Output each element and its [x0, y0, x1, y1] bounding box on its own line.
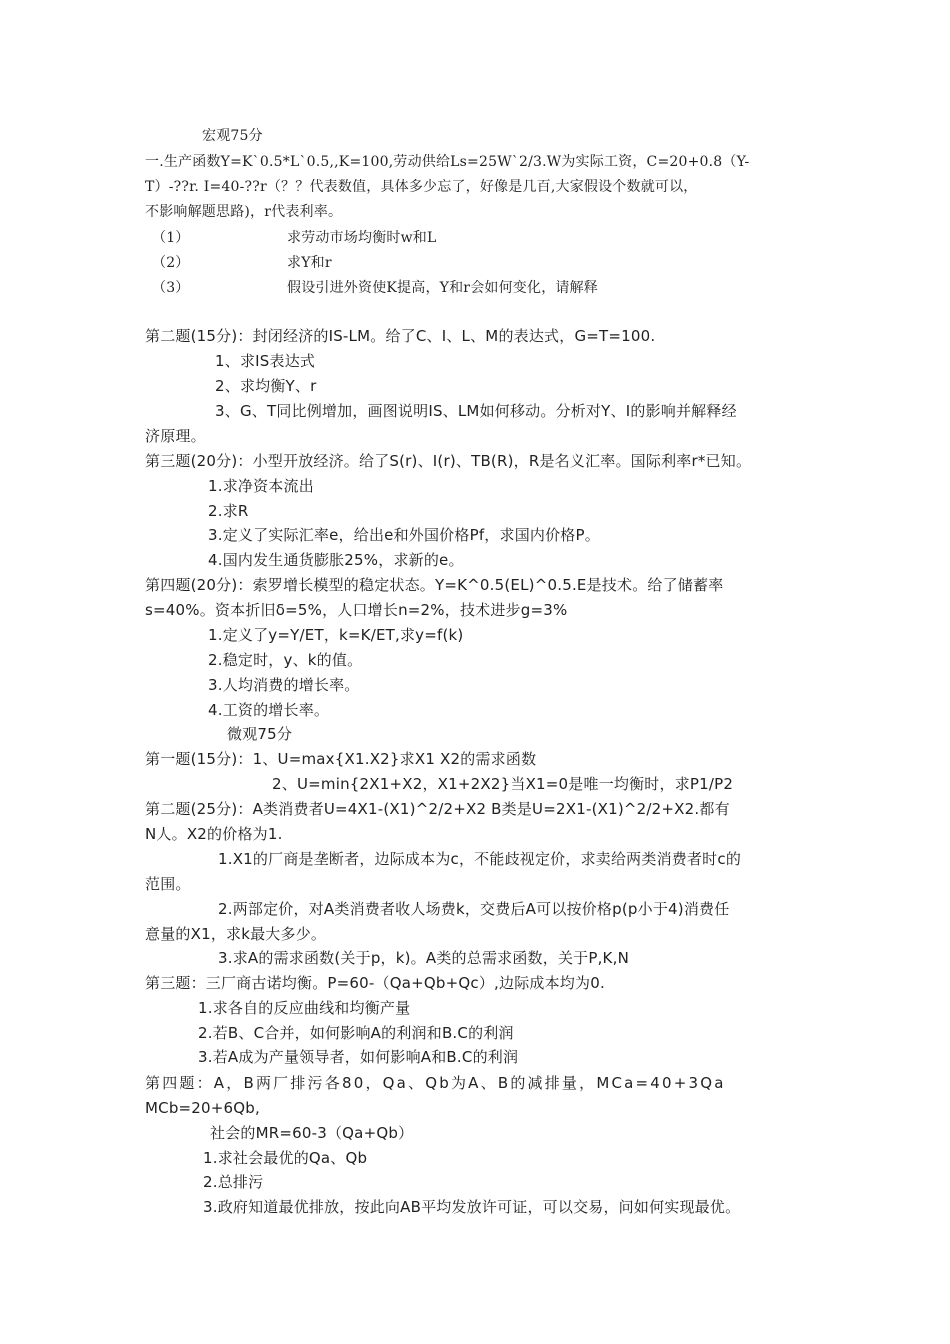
macro-q2-item: 1、求IS表达式 [215, 352, 316, 370]
macro-q4-item: 3.人均消费的增长率。 [208, 676, 360, 694]
micro-q2-item: 1.X1的厂商是垄断者，边际成本为c，不能歧视定价，求卖给两类消费者时c的 [218, 850, 742, 868]
macro-q1-line: 一.生产函数Y=K`0.5*L`0.5,,K=100,劳动供给Ls=25W`2/3.W为实际工资，C=20+0.8（Y- [145, 154, 750, 170]
micro-q1-line: 第一题(15分)：1、U=max{X1.X2}求X1 X2的需求函数 [145, 750, 537, 768]
macro-q4-item: 1.定义了y=Y/ET，k=K/ET,求y=f(k) [208, 626, 464, 644]
macro-q3-item: 2.求R [208, 502, 249, 520]
micro-section-title: 微观75分 [227, 725, 293, 743]
micro-q3-item: 2.若B、C合并，如何影响A的利润和B.C的利润 [198, 1024, 514, 1042]
macro-q3-item: 1.求净资本流出 [208, 477, 314, 495]
macro-q1-line: 不影响解题思路)，r代表利率。 [145, 204, 343, 220]
macro-q1-item-text: 求劳动市场均衡时w和L [287, 230, 437, 246]
micro-q4-item: 3.政府知道最优排放，按此向AB平均发放许可证，可以交易，问如何实现最优。 [203, 1198, 741, 1216]
macro-q1-item-number: （1） [152, 230, 190, 246]
macro-q2-heading: 第二题(15分)：封闭经济的IS-LM。给了C、I、L、M的表达式，G=T=100. [145, 327, 656, 345]
macro-q3-heading: 第三题(20分)：小型开放经济。给了S(r)、I(r)、TB(R)，R是名义汇率。国际利率r*已知。 [145, 452, 752, 470]
macro-q1-item-text: 求Y和r [287, 255, 332, 271]
macro-section-title: 宏观75分 [202, 128, 263, 144]
macro-q1-item-number: （2） [152, 255, 190, 271]
micro-q2-item-continued: 意量的X1，求k最大多少。 [145, 925, 327, 943]
micro-q2-item: 2.两部定价，对A类消费者收人场费k，交费后A可以按价格p(p小于4)消费任 [218, 900, 730, 918]
macro-q3-item: 4.国内发生通货膨胀25%，求新的e。 [208, 551, 464, 569]
macro-q4-item: 2.稳定时，y、k的值。 [208, 651, 363, 669]
micro-q4-heading: 第四题：A，B两厂排污各80，Qa、Qb为A、B的减排量，MCa=40+3Qa [145, 1074, 726, 1092]
micro-q3-heading: 第三题：三厂商古诺均衡。P=60-（Qa+Qb+Qc）,边际成本均为0. [145, 974, 605, 992]
micro-q3-item: 3.若A成为产量领导者，如何影响A和B.C的利润 [198, 1048, 519, 1066]
macro-q2-item: 3、G、T同比例增加，画图说明IS、LM如何移动。分析对Y、I的影响并解释经 [215, 402, 737, 420]
macro-q4-item: 4.工资的增长率。 [208, 701, 330, 719]
micro-q2-item: 3.求A的需求函数(关于p，k)。A类的总需求函数，关于P,K,N [218, 949, 629, 967]
micro-q2-heading-continued: N人。X2的价格为1. [145, 825, 283, 843]
micro-q4-heading-continued: MCb=20+6Qb, [145, 1099, 261, 1117]
macro-q1-item-number: （3） [152, 280, 190, 296]
micro-q2-heading: 第二题(25分)：A类消费者U=4X1-(X1)^2/2+X2 B类是U=2X1-(X1)^2/2+X2.都有 [145, 800, 730, 818]
macro-q2-item: 2、求均衡Y、r [215, 377, 317, 395]
micro-q4-item: 2.总排污 [203, 1173, 264, 1191]
micro-q3-item: 1.求各自的反应曲线和均衡产量 [198, 999, 411, 1017]
micro-q2-item-continued: 范围。 [145, 875, 191, 893]
macro-q3-item: 3.定义了实际汇率e，给出e和外国价格Pf，求国内价格P。 [208, 526, 600, 544]
macro-q4-heading: 第四题(20分)：索罗增长模型的稳定状态。Y=K^0.5(EL)^0.5.E是技术。给了储蓄率 [145, 576, 724, 594]
micro-q4-social-mr: 社会的MR=60-3（Qa+Qb） [210, 1124, 414, 1142]
micro-q4-item: 1.求社会最优的Qa、Qb [203, 1149, 368, 1167]
micro-q1-line: 2、U=min{2X1+X2，X1+2X2}当X1=0是唯一均衡时，求P1/P2 [272, 775, 734, 793]
macro-q1-line: T）-??r. I=40-??r（？？代表数值，具体多少忘了，好像是几百,大家假设个数就可以， [145, 179, 698, 195]
macro-q4-heading-continued: s=40%。资本折旧δ=5%，人口增长n=2%，技术进步g=3% [145, 601, 568, 619]
macro-q1-item-text: 假设引进外资使K提高，Y和r会如何变化，请解释 [287, 280, 598, 296]
macro-q2-continuation: 济原理。 [145, 427, 206, 445]
